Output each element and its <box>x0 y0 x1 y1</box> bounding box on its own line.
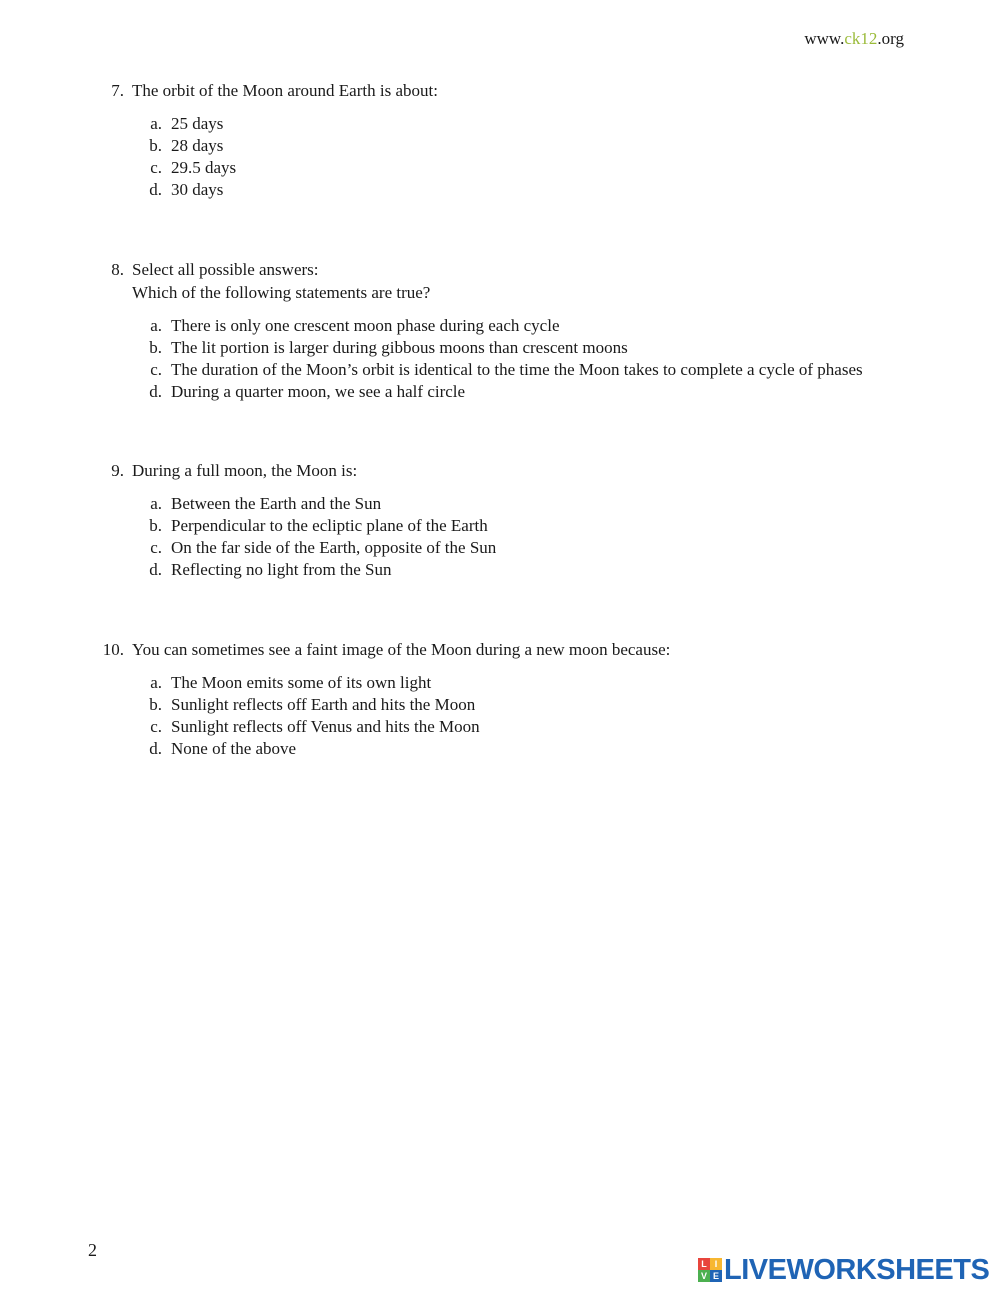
question-9 <box>0 459 1000 581</box>
option-c[interactable] <box>0 716 1000 738</box>
option-text: 25 days <box>171 114 224 133</box>
question-stem <box>0 79 1000 102</box>
option-text: The Moon emits some of its own light <box>171 673 432 692</box>
option-b[interactable] <box>0 135 1000 157</box>
option-text: Reflecting no light from the Sun <box>171 560 392 579</box>
option-letter: a. <box>150 673 162 692</box>
liveworksheets-logo[interactable] <box>698 1255 989 1285</box>
option-letter: c. <box>150 158 162 177</box>
options-list <box>0 315 1000 403</box>
option-d[interactable] <box>0 738 1000 760</box>
option-a[interactable] <box>0 113 1000 135</box>
option-text: During a quarter moon, we see a half circle <box>171 382 466 401</box>
question-text: You can sometimes see a faint image of the Moon during a new moon because: <box>132 640 671 659</box>
question-instruction: Select all possible answers: <box>132 260 319 279</box>
option-letter: c. <box>150 538 162 557</box>
question-text: The orbit of the Moon around Earth is about: <box>132 81 438 100</box>
logo-tile-v: V <box>698 1270 710 1282</box>
option-letter: b. <box>149 695 162 714</box>
option-letter: a. <box>150 114 162 133</box>
option-text: 28 days <box>171 136 224 155</box>
option-d[interactable] <box>0 179 1000 201</box>
option-text: On the far side of the Earth, opposite of the Sun <box>171 538 497 557</box>
question-stem <box>0 258 1000 304</box>
option-text: Perpendicular to the ecliptic plane of the Earth <box>171 516 488 535</box>
url-suffix: .org <box>877 29 904 48</box>
option-text: None of the above <box>171 739 297 758</box>
question-stem <box>0 638 1000 661</box>
option-a[interactable] <box>0 315 1000 337</box>
option-letter: d. <box>149 560 162 579</box>
option-letter: a. <box>150 494 162 513</box>
option-text: Sunlight reflects off Venus and hits the Moon <box>171 717 480 736</box>
option-text: There is only one crescent moon phase during each cycle <box>171 316 560 335</box>
option-letter: b. <box>149 516 162 535</box>
question-number: 8. <box>111 260 124 279</box>
option-letter: b. <box>149 136 162 155</box>
question-7 <box>0 79 1000 201</box>
question-number: 7. <box>111 81 124 100</box>
option-text: The duration of the Moon’s orbit is identical to the time the Moon takes to complete a cycle of phases <box>171 360 863 379</box>
option-text: 29.5 days <box>171 158 237 177</box>
question-stem <box>0 459 1000 482</box>
option-c[interactable] <box>0 537 1000 559</box>
liveworksheets-logo-icon <box>698 1258 722 1282</box>
url-brand: ck12 <box>844 29 878 48</box>
source-url[interactable] <box>804 29 904 49</box>
option-text: Between the Earth and the Sun <box>171 494 382 513</box>
option-text: Sunlight reflects off Earth and hits the Moon <box>171 695 476 714</box>
option-b[interactable] <box>0 694 1000 716</box>
option-letter: d. <box>149 180 162 199</box>
question-text: During a full moon, the Moon is: <box>132 461 358 480</box>
question-number: 9. <box>111 461 124 480</box>
options-list <box>0 672 1000 760</box>
option-b[interactable] <box>0 337 1000 359</box>
option-letter: b. <box>149 338 162 357</box>
url-prefix: www. <box>804 29 845 48</box>
option-letter: a. <box>150 316 162 335</box>
option-d[interactable] <box>0 381 1000 403</box>
question-text: Which of the following statements are true? <box>132 283 431 302</box>
option-text: 30 days <box>171 180 224 199</box>
logo-tile-i: I <box>710 1258 722 1270</box>
logo-tile-l: L <box>698 1258 710 1270</box>
options-list <box>0 493 1000 581</box>
page-number: 2 <box>88 1240 97 1260</box>
question-number: 10. <box>102 640 124 659</box>
option-a[interactable] <box>0 672 1000 694</box>
option-a[interactable] <box>0 493 1000 515</box>
option-letter: d. <box>149 739 162 758</box>
question-8 <box>0 258 1000 403</box>
logo-text: LIVEWORKSHEETS <box>724 1254 990 1286</box>
option-b[interactable] <box>0 515 1000 537</box>
question-10 <box>0 638 1000 760</box>
option-letter: c. <box>150 717 162 736</box>
option-text: The lit portion is larger during gibbous moons than crescent moons <box>171 338 628 357</box>
option-c[interactable] <box>0 359 1000 381</box>
logo-tile-e: E <box>710 1270 722 1282</box>
option-letter: d. <box>149 382 162 401</box>
option-c[interactable] <box>0 157 1000 179</box>
options-list <box>0 113 1000 201</box>
option-d[interactable] <box>0 559 1000 581</box>
option-letter: c. <box>150 360 162 379</box>
